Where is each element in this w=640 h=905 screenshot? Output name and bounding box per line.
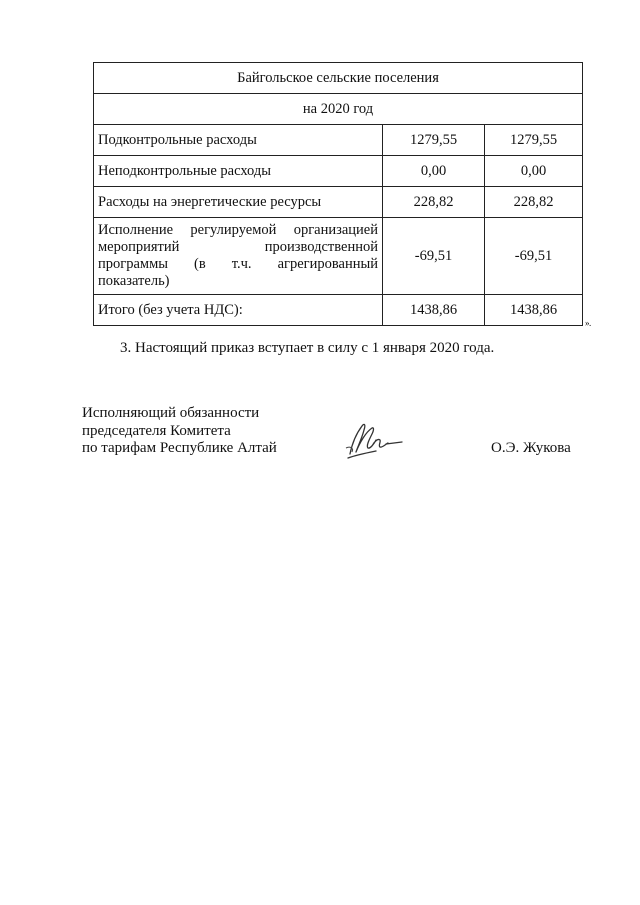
row-value: -69,51: [383, 218, 485, 295]
row-value: 0,00: [485, 156, 583, 187]
table-row: [94, 187, 583, 218]
table-row: [94, 218, 583, 295]
row-label: Неподконтрольные расходы: [94, 156, 383, 187]
order-paragraph: 3. Настоящий приказ вступает в силу с 1 января 2020 года.: [120, 340, 495, 356]
settlement-header: Байгольское сельские поселения: [94, 63, 583, 94]
signatory-title-line: по тарифам Республике Алтай: [82, 440, 277, 456]
row-label-line: показатель): [98, 273, 170, 289]
row-value: 228,82: [383, 187, 485, 218]
row-value: 1438,86: [485, 295, 583, 326]
tariff-table: [93, 62, 583, 326]
signatory-title-line: председателя Комитета: [82, 422, 231, 439]
row-value: 1279,55: [485, 125, 583, 156]
row-label-line: программы (в т.ч. агрегированный: [98, 256, 378, 272]
table-header-settlement-row: [94, 63, 583, 94]
row-label: Расходы на энергетические ресурсы: [94, 187, 383, 218]
row-value: 1438,86: [383, 295, 485, 326]
row-value: -69,51: [485, 218, 583, 295]
signatory-title-line: Исполняющий обязанности: [82, 405, 260, 421]
signer-name: О.Э. Жукова: [491, 440, 571, 456]
row-value: 0,00: [383, 156, 485, 187]
table-header-year-row: [94, 94, 583, 125]
row-label: Подконтрольные расходы: [94, 125, 383, 156]
signatory-title: [82, 405, 277, 458]
row-value: 228,82: [485, 187, 583, 218]
row-label-line: Исполнение регулируемой организацией: [98, 222, 378, 238]
handwritten-signature: [342, 418, 404, 462]
year-header: на 2020 год: [94, 94, 583, 125]
row-label: [94, 218, 383, 295]
row-label-line: мероприятий производственной: [98, 239, 378, 255]
closing-quote-mark: ».: [585, 318, 591, 328]
table-row: [94, 295, 583, 326]
table-row: [94, 125, 583, 156]
row-value: 1279,55: [383, 125, 485, 156]
table-row: [94, 156, 583, 187]
row-label: Итого (без учета НДС):: [94, 295, 383, 326]
